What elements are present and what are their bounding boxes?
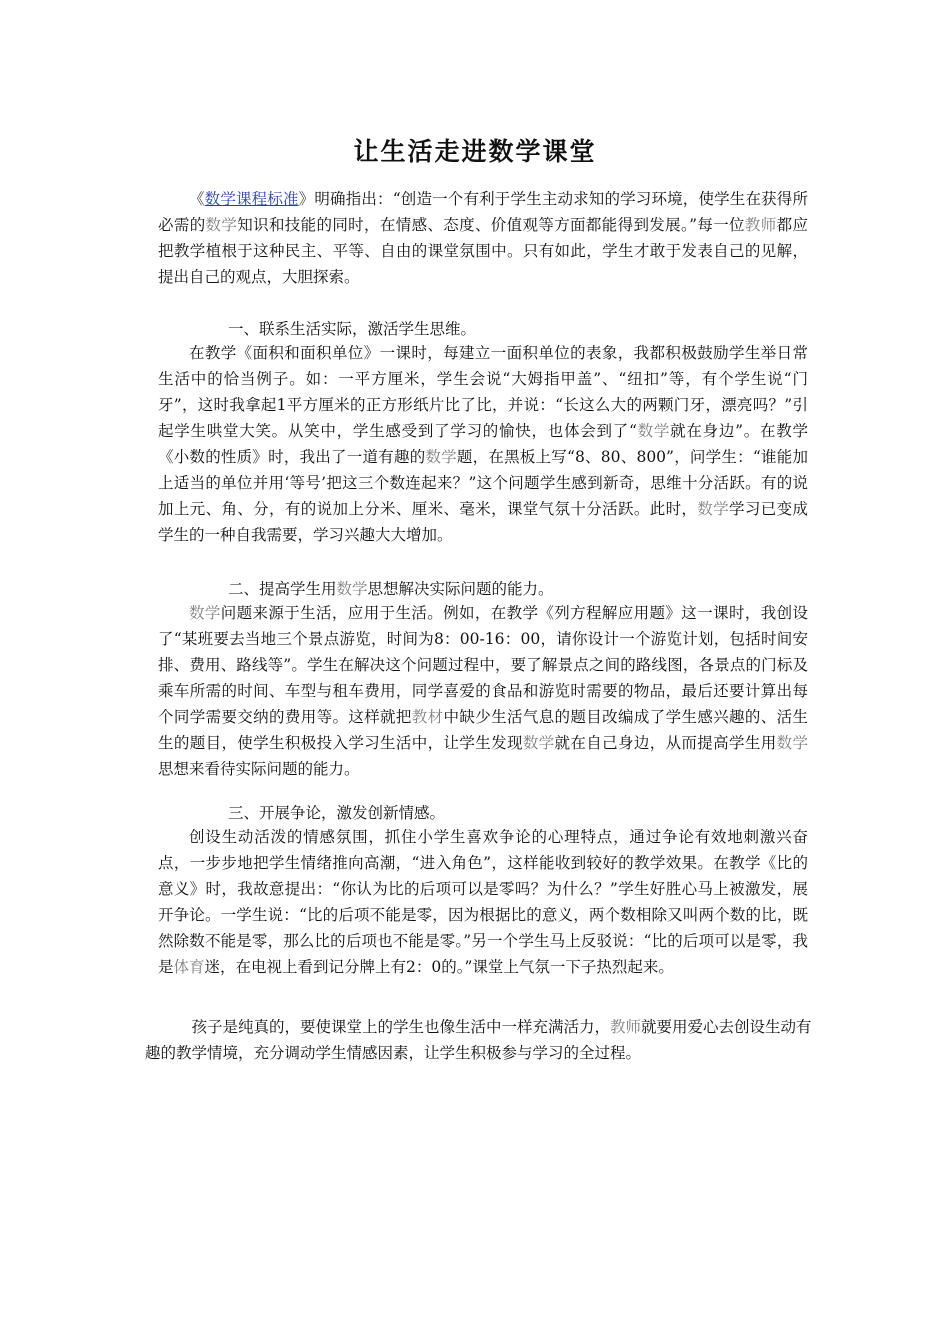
closing-text: 孩子是纯真的，要使课堂上的学生也像生活中一样充满活力， — [191, 1018, 611, 1036]
intro-text: 》明确指出：“创造一个有利于学生主动求知的学习环境，使学生在获得所必需的 — [158, 190, 808, 234]
section1-text: 学习已变成学生的一种自我需要，学习兴趣大大增加。 — [158, 500, 808, 544]
section1-text: 在教学《面积和面积单位》一课时，每建立一面积单位的表象，我都积极鼓励学生举日常生活中的恰当例子。如：一平方厘米，学生会说“大姆指甲盖”、“纽扣”等，有个学生说“门牙”，这时我拿起1平方厘米的正方形纸片比了比，并说：“长这么大的两颗门牙，漂亮吗？”引起学生哄堂大笑。从笑中，学生感受到了学习的愉快，也体会到了“ — [158, 344, 808, 440]
keyword-math: 数学 — [697, 500, 730, 518]
section2-paragraph — [158, 600, 808, 782]
closing-text: 就要用爱心去创设生动有趣的教学情境，充分调动学生情感因素，让学生积极参与学习的全过程。 — [145, 1018, 812, 1062]
curriculum-standard-link[interactable]: 数学课程标准 — [204, 190, 299, 208]
keyword-math: 数学 — [205, 216, 238, 234]
section2-text: 就在自己身边，从而提高学生用 — [554, 734, 777, 752]
section2-text: 思想来看待实际问题的能力。 — [158, 760, 360, 778]
section1-text: 就在身边”。在教学《小数的性质》时，我出了一道有趣的 — [158, 422, 808, 466]
section1-paragraph — [158, 340, 808, 548]
keyword-math: 数学 — [425, 448, 457, 466]
section2-heading-text: 思想解决实际问题的能力。 — [367, 580, 554, 598]
section3-paragraph — [158, 824, 808, 980]
intro-paragraph — [158, 186, 808, 290]
intro-text: 知识和技能的同时，在情感、态度、价值观等方面都能得到发展。”每一位 — [237, 216, 745, 234]
section2-text: 中缺少生活气息的题目改编成了学生感兴趣的、活生生的题目，使学生积极投入学习生活中，让学生发现 — [158, 708, 808, 752]
section2-heading-text: 二、提高学生用 — [228, 580, 337, 598]
section2-heading — [228, 576, 554, 602]
section3-text: 迷，在电视上看到记分牌上有2：0的。”课堂上气氛一下子热烈起来。 — [204, 958, 674, 976]
keyword-sports: 体育 — [173, 958, 205, 976]
keyword-math: 数学 — [776, 734, 808, 752]
section2-text: 问题来源于生活，应用于生活。例如，在教学《列方程解应用题》这一课时，我创设了“某班要去当地三个景点游览，时间为8：00-16：00，请你设计一个游览计划，包括时间安排、费用、路线等”。学生在解决这个问题过程中，要了解景点之间的路线图，各景点的门标及乘车所需的时间、车型与租车费用，同学喜爱的食品和游览时需要的物品，最后还要计算出每个同学需要交纳的费用等。这样就把 — [158, 604, 808, 726]
keyword-math: 数学 — [189, 604, 221, 622]
section3-text: 创设生动活泼的情感氛围，抓住小学生喜欢争论的心理特点，通过争论有效地刺激兴奋点，一步步地把学生情绪推向高潮，“进入角色”，这样能收到较好的教学效果。在教学《比的意义》时，我故意提出：“你认为比的后项可以是零吗？为什么？”学生好胜心马上被激发，展开争论。一学生说：“比的后项不能是零，因为根据比的意义，两个数相除又叫两个数的比，既然除数不能是零，那么比的后项也不能是零。”另一个学生马上反驳说：“比的后项可以是零，我是 — [158, 828, 808, 976]
keyword-textbook: 教材 — [411, 708, 444, 726]
section1-heading: 一、联系生活实际，激活学生思维。 — [228, 320, 477, 338]
section3-heading: 三、开展争论，激发创新情感。 — [228, 804, 446, 822]
section1-text: 题，在黑板上写“8、80、800”，问学生：“谁能加上适当的单位并用‘等号’把这三个数连起来？”这个问题学生感到新奇，思维十分活跃。有的说加上元、角、分，有的说加上分米、厘米、毫米，课堂气氛十分活跃。此时， — [158, 448, 808, 518]
page-title: 让生活走进数学课堂 — [353, 137, 597, 166]
closing-paragraph — [145, 1014, 820, 1066]
keyword-teacher: 教师 — [610, 1018, 642, 1036]
keyword-math: 数学 — [336, 580, 368, 598]
keyword-teacher: 教师 — [744, 216, 777, 234]
keyword-math: 数学 — [522, 734, 555, 752]
keyword-math: 数学 — [636, 422, 671, 440]
intro-text: 都应把教学植根于这种民主、平等、自由的课堂氛围中。只有如此，学生才敢于发表自己的见解，提出自己的观点，大胆探索。 — [158, 216, 808, 286]
intro-open-quote: 《 — [189, 190, 205, 208]
